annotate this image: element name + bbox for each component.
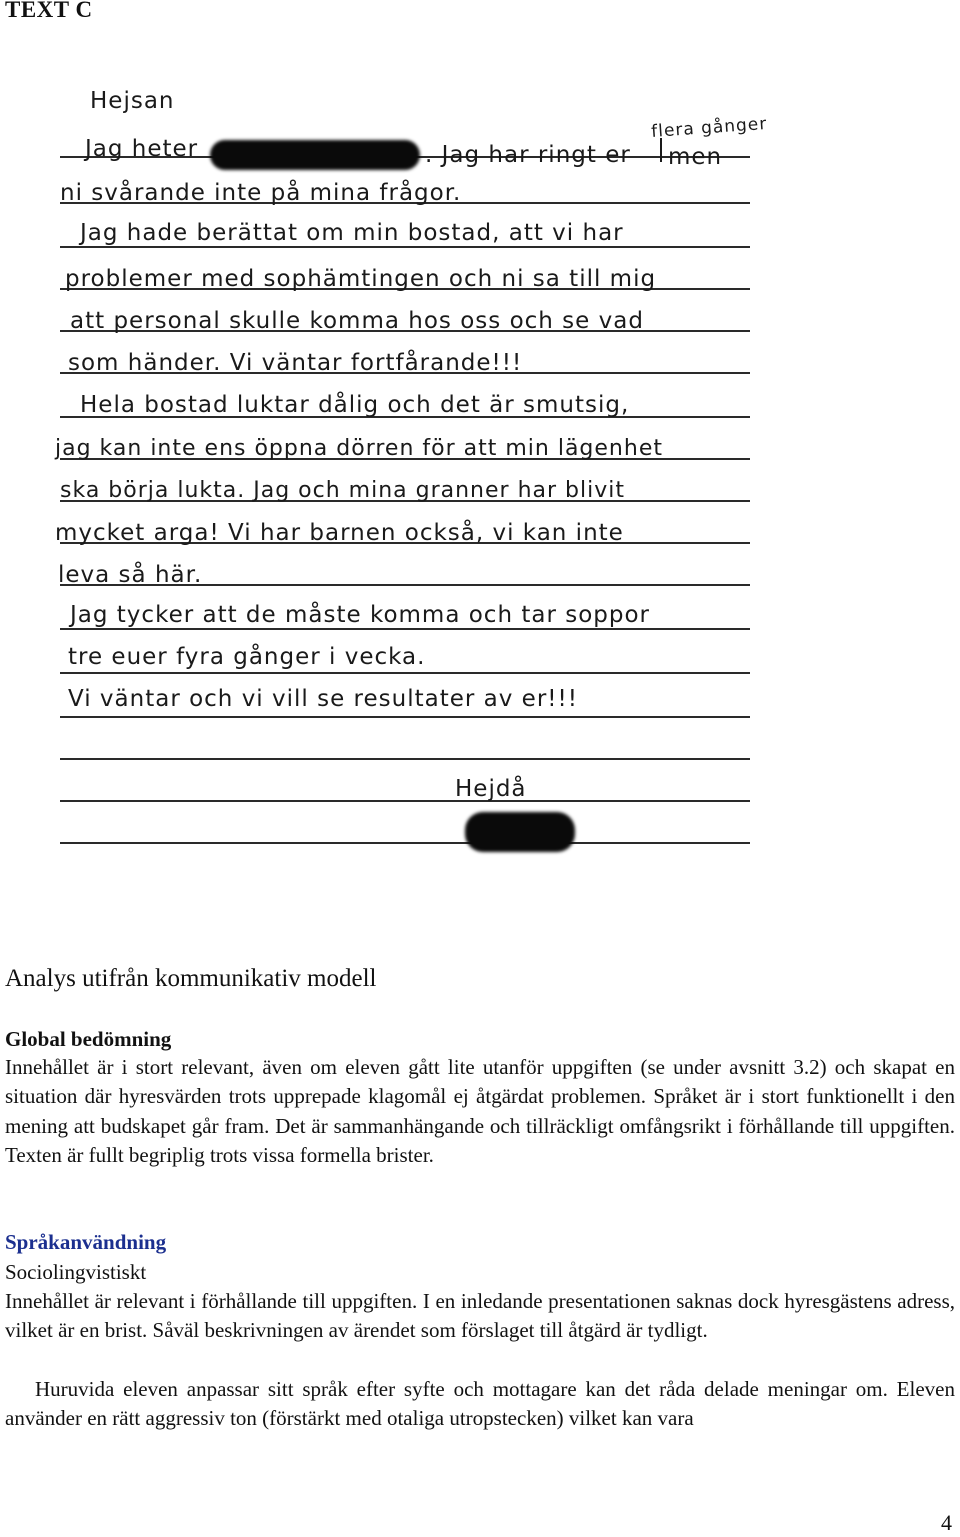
handwritten-line: mycket arga! Vi har barnen också, vi kan inte [55,520,624,546]
usage-heading: Språkanvändning [5,1230,167,1254]
ruled-line [60,628,750,630]
handwritten-line: Jag tycker att de måste komma och tar soppor [70,602,650,628]
redacted-signature [465,812,575,852]
ruled-line [60,672,750,674]
handwritten-line: . Jag har ringt er [425,142,631,168]
sociolinguistic-paragraph-2: Huruvida eleven anpassar sitt språk efter syfte och mottagare kan det råda delade meningar om. Eleven använder en rätt aggressiv ton (förstärkt med otaliga utropstecken) vilket kan vara [5,1377,955,1431]
handwritten-insertion: flera gånger [650,113,768,142]
handwritten-line: leva så här. [58,562,203,588]
handwritten-line: Jag heter [85,136,199,162]
handwritten-line: ni svårande inte på mina frågor. [60,180,462,206]
handwritten-line: ska börja lukta. Jag och mina granner har blivit [60,478,625,503]
sociolinguistic-paragraph: Innehållet är relevant i förhållande till uppgiften. I en inledande presentationen saknas dock hyresgästens adress, vilket är en brist. Såväl beskrivningen av ärendet som förslaget till åtgärd är tydligt. [5,1289,955,1343]
section-title: Analys utifrån kommunikativ modell [5,965,377,992]
handwritten-line: men [668,144,723,170]
handwritten-line: Jag hade berättat om min bostad, att vi har [80,220,624,246]
ruled-line [60,246,750,248]
ruled-line [60,716,750,718]
handwritten-closing: Hejdå [455,776,527,802]
handwritten-letter [40,80,780,870]
handwritten-line: Hela bostad luktar dålig och det är smutsig, [80,392,630,418]
handwritten-line: att personal skulle komma hos oss och se vad [70,308,644,334]
handwritten-line: problemer med sophämtingen och ni sa till mig [65,266,657,292]
insertion-mark [660,138,662,162]
global-paragraph: Innehållet är i stort relevant, även om eleven gått lite utanför uppgiften (se under avsnitt 3.2) och skapat en situation där hyresvärden trots upprepade klagomål ej åtgärdat problemen. Språket är i stort funktionellt i den mening att budskapet går fram. Det är sammanhängande och tillräckligt omfångsrikt i förhållande till uppgiften. Texten är fullt begriplig trots vissa formella brister. [5,1055,955,1167]
handwritten-line: Vi väntar och vi vill se resultater av er!!! [68,686,578,712]
ruled-line [60,800,750,802]
sociolinguistic-label: Sociolingvistiskt [5,1260,147,1284]
ruled-line [60,758,750,760]
handwritten-line: jag kan inte ens öppna dörren för att min lägenhet [55,436,663,461]
page-number: 4 [941,1510,952,1535]
redacted-name [210,140,420,170]
ruled-line [60,842,750,844]
document-header: TEXT C [5,0,93,22]
handwritten-line: tre euer fyra gånger i vecka. [68,644,426,670]
handwritten-line: som händer. Vi väntar fortfårande!!! [68,350,523,376]
handwritten-greeting: Hejsan [90,88,175,114]
global-heading: Global bedömning [5,1027,172,1051]
